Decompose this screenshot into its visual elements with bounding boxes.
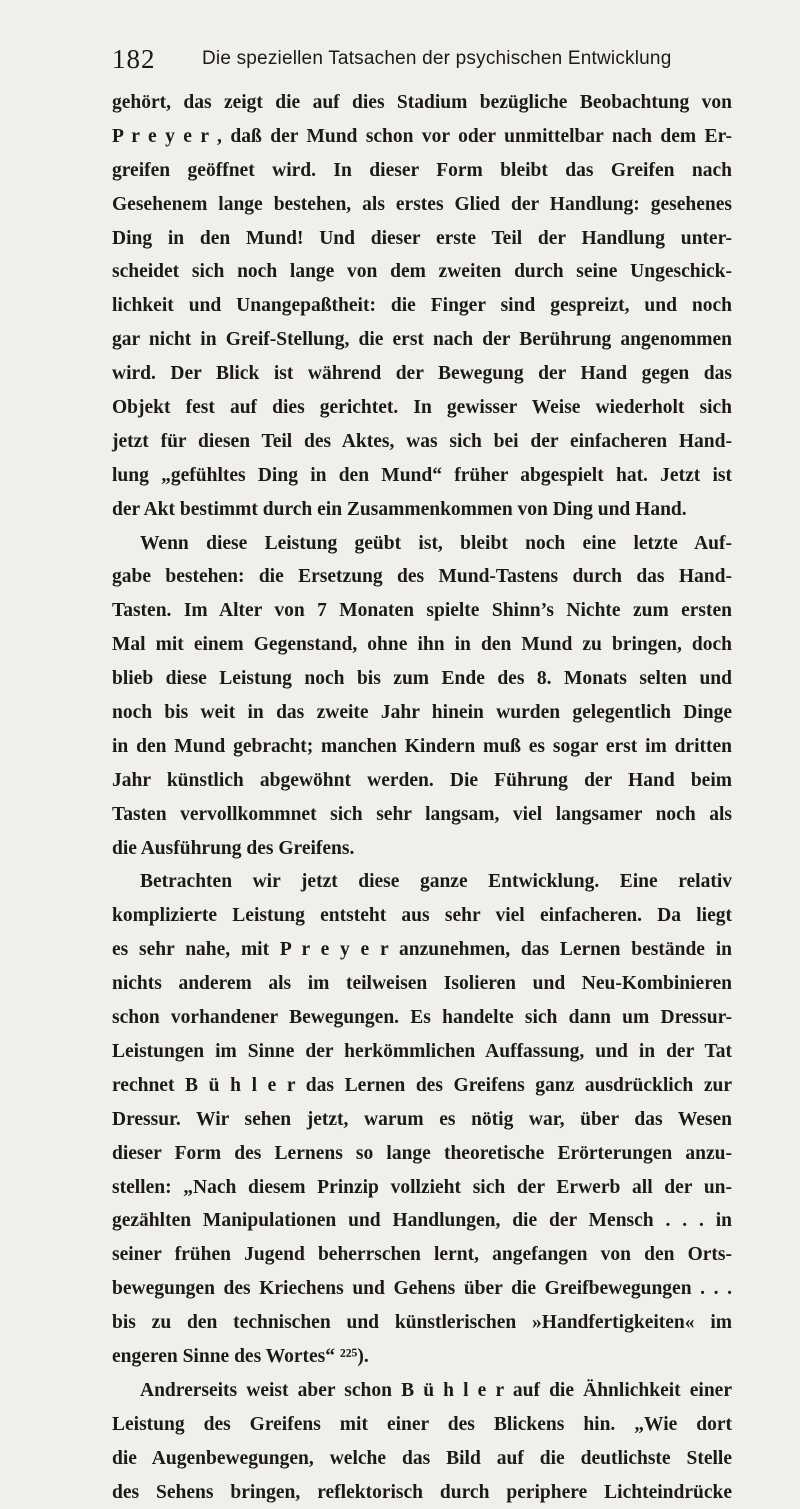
text-line: Jahr künstlich abgewöhnt werden. Die Führung der Hand beim (112, 769, 732, 791)
text-line: Ding in den Mund! Und dieser erste Teil der Handlung unter- (112, 227, 732, 249)
text-line: es sehr nahe, mit P r e y e r anzunehmen, das Lernen bestände in (112, 939, 732, 961)
text-line: gezählten Manipulationen und Handlungen, die der Mensch . . . in (112, 1210, 732, 1232)
text-line: Tasten. Im Alter von 7 Monaten spielte Shinn’s Nichte zum ersten (112, 600, 732, 622)
text-line: des Sehens bringen, reflektorisch durch periphere Lichteindrücke (112, 1481, 732, 1503)
text-line: Objekt fest auf dies gerichtet. In gewisser Weise wiederholt sich (112, 397, 732, 419)
text-line: nichts anderem als im teilweisen Isolieren und Neu-Kombinieren (112, 973, 732, 995)
text-line: bewegungen des Kriechens und Gehens über die Greifbewegungen . . . (112, 1278, 732, 1300)
text-line: die Augenbewegungen, welche das Bild auf die deutlichste Stelle (112, 1447, 732, 1469)
text-line: engeren Sinne des Wortes“ ²²⁵). (112, 1345, 369, 1367)
text-line: gehört, das zeigt die auf dies Stadium bezügliche Beobachtung von (112, 92, 732, 113)
text-line: lichkeit und Unangepaßtheit: die Finger sind gespreizt, und noch (112, 295, 732, 317)
text-line: Andrerseits weist aber schon B ü h l e r auf die Ähnlichkeit einer (140, 1379, 732, 1401)
text-line: bis zu den technischen und künstlerischen »Handfertigkeiten« im (112, 1312, 732, 1334)
text-line: jetzt für diesen Teil des Aktes, was sich bei der einfacheren Hand- (112, 430, 732, 452)
text-line: stellen: „Nach diesem Prinzip vollzieht sich der Erwerb all der un- (112, 1176, 732, 1198)
text-line: wird. Der Blick ist während der Bewegung der Hand gegen das (112, 363, 732, 385)
text-line: Betrachten wir jetzt diese ganze Entwicklung. Eine relativ (140, 871, 732, 893)
text-line: Leistungen im Sinne der herkömmlichen Auffassung, und in der Tat (112, 1040, 732, 1062)
text-line: Dressur. Wir sehen jetzt, warum es nötig war, über das Wesen (112, 1108, 732, 1130)
text-line: in den Mund gebracht; manchen Kindern muß es sogar erst im dritten (112, 735, 732, 757)
text-line: Mal mit einem Gegenstand, ohne ihn in den Mund zu bringen, doch (112, 634, 732, 656)
text-line: Gesehenem lange bestehen, als erstes Glied der Handlung: gesehenes (112, 193, 732, 215)
text-line: Leistung des Greifens mit einer des Blickens hin. „Wie dort (112, 1413, 732, 1435)
text-line: der Akt bestimmt durch ein Zusammenkommen von Ding und Hand. (112, 498, 687, 520)
text-line: gabe bestehen: die Ersetzung des Mund-Tastens durch das Hand- (112, 566, 732, 588)
text-line: dieser Form des Lernens so lange theoretische Erörterungen anzu- (112, 1142, 732, 1164)
page-header (112, 44, 732, 84)
running-title: Die speziellen Tatsachen der psychischen Entwicklung (202, 48, 672, 69)
text-line: greifen geöffnet wird. In dieser Form bleibt das Greifen nach (112, 159, 732, 181)
text-line: schon vorhandener Bewegungen. Es handelte sich dann um Dressur- (112, 1007, 732, 1029)
body-text (112, 86, 732, 1509)
text-line: seiner frühen Jugend beherrschen lernt, angefangen von den Orts- (112, 1244, 732, 1266)
text-line: lung „gefühltes Ding in den Mund“ früher abgespielt hat. Jetzt ist (112, 464, 732, 486)
text-line: gar nicht in Greif-Stellung, die erst nach der Berührung angenommen (112, 329, 732, 351)
text-line: blieb diese Leistung noch bis zum Ende des 8. Monats selten und (112, 668, 732, 690)
text-line: rechnet B ü h l e r das Lernen des Greifens ganz ausdrücklich zur (112, 1074, 732, 1096)
text-line: Tasten vervollkommnet sich sehr langsam, viel langsamer noch als (112, 803, 732, 825)
text-line: Wenn diese Leistung geübt ist, bleibt noch eine letzte Auf- (140, 532, 732, 554)
text-line: komplizierte Leistung entsteht aus sehr viel einfacheren. Da liegt (112, 905, 732, 927)
text-line: scheidet sich noch lange von dem zweiten durch seine Ungeschick- (112, 261, 732, 283)
page-number: 182 (112, 44, 156, 74)
text-line: noch bis weit in das zweite Jahr hinein wurden gelegentlich Dinge (112, 702, 732, 724)
text-line: P r e y e r , daß der Mund schon vor oder unmittelbar nach dem Er- (112, 125, 732, 147)
text-line: die Ausführung des Greifens. (112, 837, 355, 859)
